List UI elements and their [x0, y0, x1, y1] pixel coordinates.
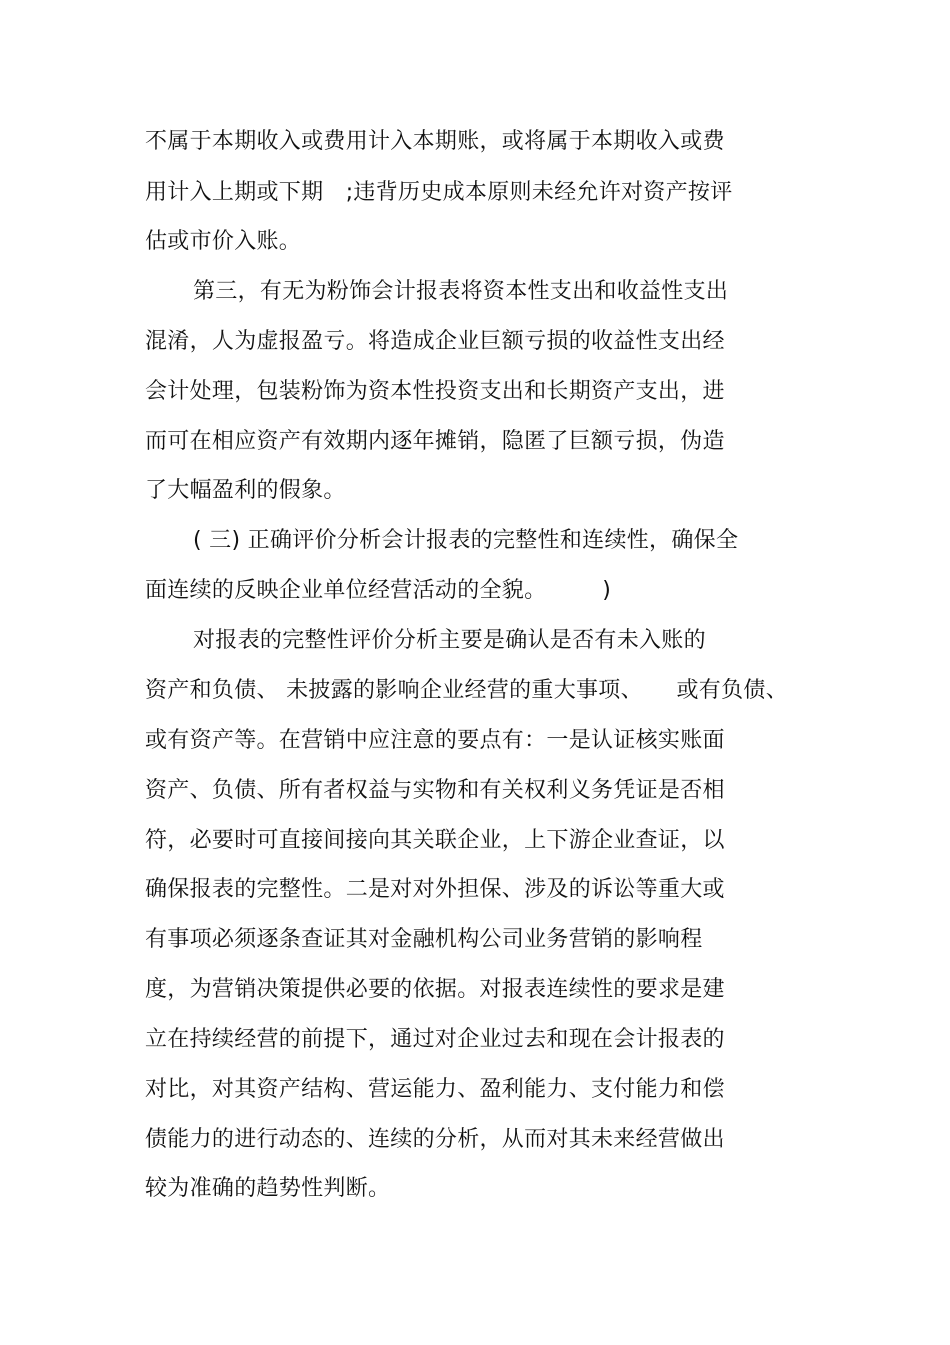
text-line: 确保报表的完整性。二是对对外担保、涉及的诉讼等重大或 [145, 877, 725, 902]
text-line: 对比，对其资产结构、营运能力、盈利能力、支付能力和偿 [145, 1077, 725, 1102]
text-line: 估或市价入账。 [145, 229, 302, 254]
text-line: 了大幅盈利的假象。 [145, 478, 346, 503]
text-line: 或有资产等。在营销中应注意的要点有：一是认证核实账面 [145, 728, 725, 753]
section-heading-line: 面连续的反映企业单位经营活动的全貌。 ) [145, 578, 612, 603]
text-line: 有事项必须逐条查证其对金融机构公司业务营销的影响程 [145, 927, 703, 952]
text-line: 资产、负债、所有者权益与实物和有关权利义务凭证是否相 [145, 778, 725, 803]
text-line: 会计处理，包装粉饰为资本性投资支出和长期资产支出，进 [145, 379, 725, 404]
text-line: 立在持续经营的前提下，通过对企业过去和现在会计报表的 [145, 1027, 725, 1052]
text-line: 较为准确的趋势性判断。 [145, 1176, 391, 1201]
text-line: 度，为营销决策提供必要的依据。对报表连续性的要求是建 [145, 977, 725, 1002]
paragraph-start-line: 第三，有无为粉饰会计报表将资本性支出和收益性支出 [193, 279, 729, 304]
text-line: 而可在相应资产有效期内逐年摊销，隐匿了巨额亏损，伪造 [145, 429, 725, 454]
text-line: 混淆，人为虚报盈亏。将造成企业巨额亏损的收益性支出经 [145, 329, 725, 354]
text-line: 资产和负债、 未披露的影响企业经营的重大事项、 或有负债、 [145, 678, 788, 703]
paragraph-start-line: 对报表的完整性评价分析主要是确认是否有未入账的 [193, 628, 706, 653]
text-line: 不属于本期收入或费用计入本期账，或将属于本期收入或费 [145, 129, 725, 154]
text-line: 债能力的进行动态的、连续的分析，从而对其未来经营做出 [145, 1127, 725, 1152]
section-heading-line: ( 三) 正确评价分析会计报表的完整性和连续性，确保全 [193, 528, 739, 553]
text-line: 用计入上期或下期 ;违背历史成本原则未经允许对资产按评 [145, 180, 733, 205]
text-line: 符，必要时可直接间接向其关联企业，上下游企业查证，以 [145, 828, 725, 853]
